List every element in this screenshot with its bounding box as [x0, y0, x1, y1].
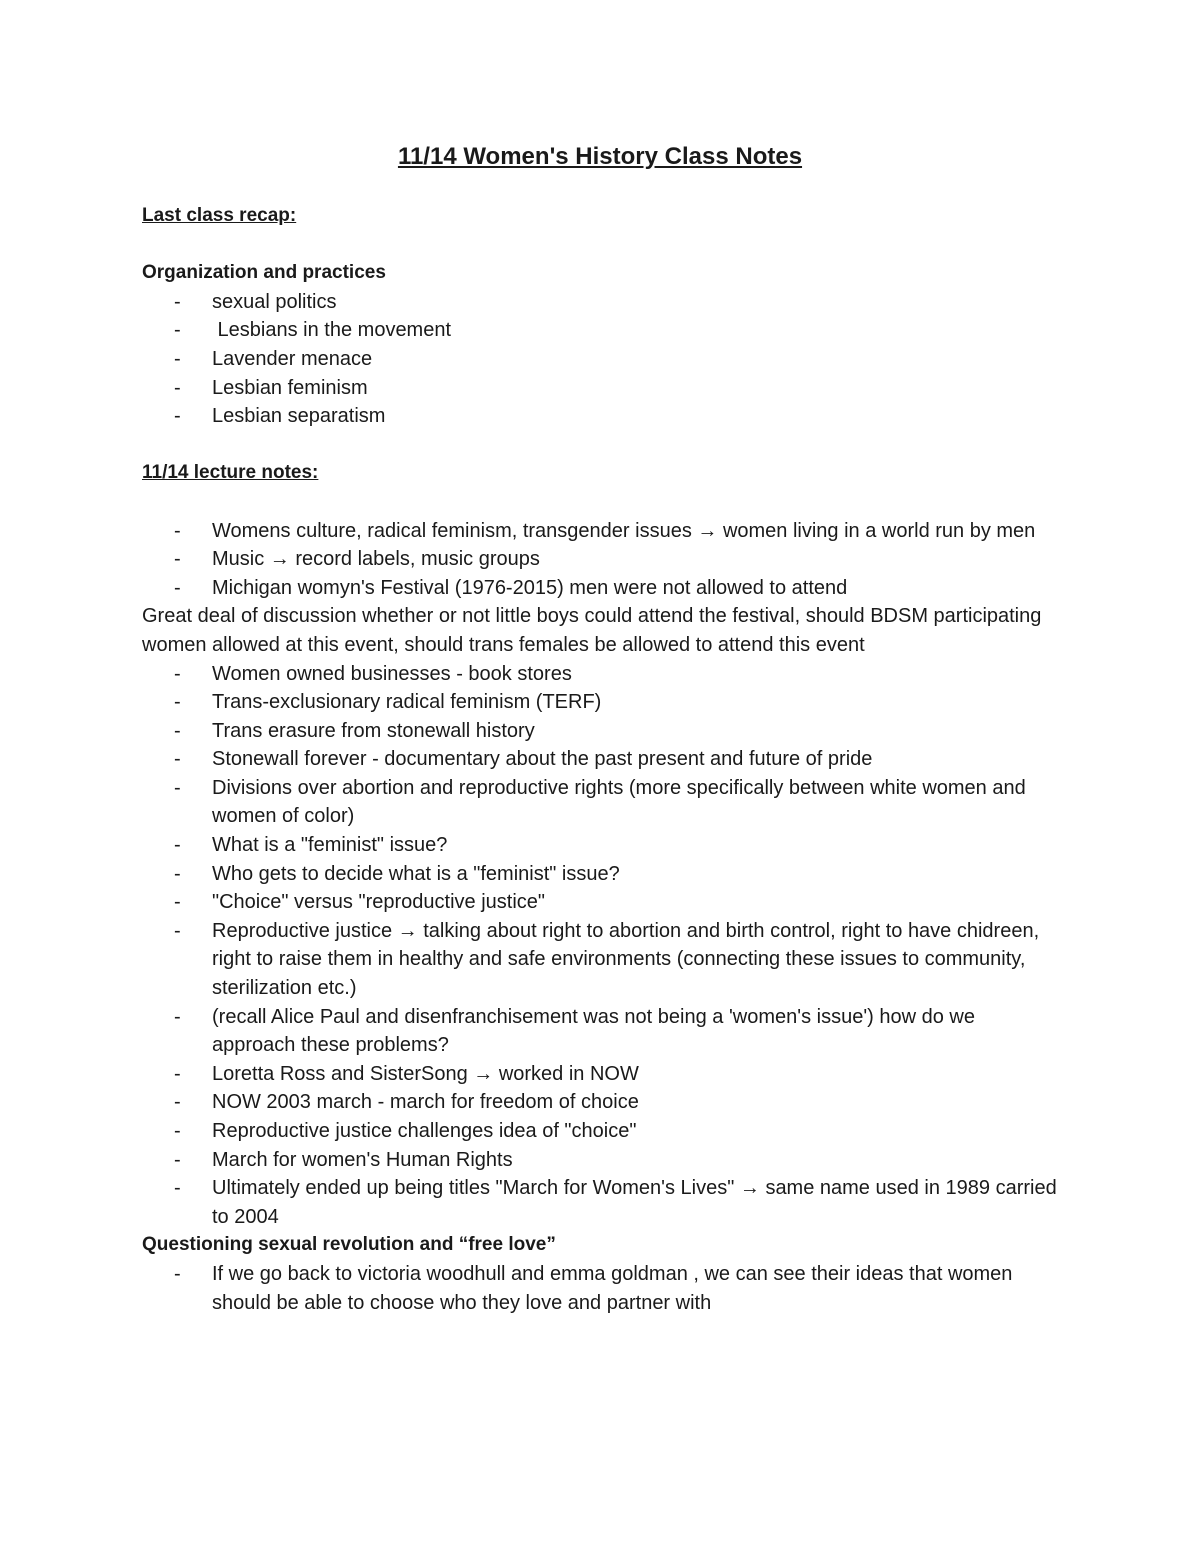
dash-bullet: -: [174, 576, 181, 599]
dash-bullet: -: [174, 519, 181, 542]
document-body: [142, 202, 1062, 1317]
page-title: 11/14 Women's History Class Notes: [397, 143, 803, 170]
list-item-text: sexual politics: [212, 290, 337, 313]
list-item: [142, 316, 1062, 345]
dash-bullet: -: [174, 776, 181, 799]
lecture-heading: 11/14 lecture notes:: [142, 462, 319, 484]
dash-bullet: -: [174, 376, 181, 399]
list-item: [142, 402, 1062, 431]
list-item-text: Divisions over abortion and reproductive rights (more specifically between white women and women of color): [212, 776, 1026, 828]
list-item: [142, 374, 1062, 403]
lecture-list-a: [142, 517, 1062, 603]
dash-bullet: -: [174, 662, 181, 685]
list-item-text: What is a "feminist" issue?: [212, 834, 448, 857]
dash-bullet: -: [174, 347, 181, 370]
list-item: [142, 574, 1062, 603]
org-list: [142, 288, 1062, 431]
list-item: [142, 831, 1062, 860]
list-item-text: Lavender menace: [212, 347, 373, 370]
dash-bullet: -: [174, 834, 181, 857]
list-item: [142, 1174, 1062, 1231]
sexrev-list: [142, 1260, 1062, 1317]
list-item: [142, 1117, 1062, 1146]
recap-heading: Last class recap:: [142, 205, 297, 226]
dash-bullet: -: [174, 862, 181, 885]
dash-bullet: -: [174, 1062, 181, 1085]
list-item: [142, 888, 1062, 917]
list-item-text: Womens culture, radical feminism, transgender issues → women living in a world run by men: [212, 519, 1036, 542]
blank-line: [142, 431, 1062, 460]
list-item-text: If we go back to victoria woodhull and emma goldman , we can see their ideas that women should be able to choose who they love and partner with: [212, 1262, 1013, 1314]
dash-bullet: -: [174, 1120, 181, 1142]
list-item-text: Ultimately ended up being titles "March for Women's Lives" → same name used in 1989 carried to 2004: [212, 1177, 1057, 1228]
list-item: [142, 1088, 1062, 1117]
festival-paragraph: Great deal of discussion whether or not little boys could attend the festival, should BDSM participating women allowed at this event, should trans females be allowed to attend this event: [142, 605, 1042, 656]
list-item: [142, 745, 1062, 774]
dash-bullet: -: [174, 919, 181, 942]
blank-line: [142, 488, 1062, 517]
list-item-text: "Choice" versus "reproductive justice": [212, 891, 545, 914]
list-item-text: March for women's Human Rights: [212, 1148, 513, 1171]
dash-bullet: -: [174, 891, 181, 914]
list-item-text: Michigan womyn's Festival (1976-2015) men were not allowed to attend: [212, 576, 848, 599]
list-item-text: Music → record labels, music groups: [212, 548, 540, 571]
list-item: [142, 288, 1062, 317]
list-item-text: (recall Alice Paul and disenfranchisement was not being a 'women's issue') how do we approach these problems?: [212, 1005, 975, 1057]
list-item: [142, 660, 1062, 689]
dash-bullet: -: [174, 290, 181, 313]
sexrev-heading: Questioning sexual revolution and “free love”: [142, 1234, 556, 1256]
list-item-text: Reproductive justice → talking about right to abortion and birth control, right to have chidreen, right to raise them in healthy and safe environments (connecting these issues to community, sterilization etc.): [212, 919, 1040, 1000]
list-item-text: Loretta Ross and SisterSong → worked in NOW: [212, 1062, 639, 1085]
dash-bullet: -: [174, 1005, 181, 1028]
list-item-text: Lesbians in the movement: [212, 319, 452, 342]
list-item: [142, 1146, 1062, 1175]
list-item: [142, 345, 1062, 374]
list-item-text: NOW 2003 march - march for freedom of choice: [212, 1091, 639, 1114]
list-item: [142, 717, 1062, 746]
list-item-text: Trans erasure from stonewall history: [212, 719, 535, 742]
list-item-text: Who gets to decide what is a "feminist" issue?: [212, 862, 620, 885]
list-item-text: Lesbian separatism: [212, 405, 386, 428]
list-item: [142, 917, 1062, 1003]
dash-bullet: -: [174, 1091, 181, 1114]
dash-bullet: -: [174, 1148, 181, 1171]
list-item: [142, 774, 1062, 831]
dash-bullet: -: [174, 691, 181, 714]
list-item-text: Trans-exclusionary radical feminism (TERF): [212, 691, 602, 714]
list-item: [142, 545, 1062, 574]
blank-line: [142, 231, 1062, 260]
list-item: [142, 1060, 1062, 1089]
org-heading: Organization and practices: [142, 262, 386, 284]
list-item-text: Reproductive justice challenges idea of "choice": [212, 1120, 637, 1142]
dash-bullet: -: [174, 719, 181, 742]
list-item: [142, 688, 1062, 717]
list-item: [142, 1260, 1062, 1317]
dash-bullet: -: [174, 319, 181, 342]
list-item-text: Stonewall forever - documentary about the past present and future of pride: [212, 748, 873, 771]
list-item: [142, 517, 1062, 546]
list-item-text: Lesbian feminism: [212, 376, 368, 399]
dash-bullet: -: [174, 1177, 181, 1200]
dash-bullet: -: [174, 748, 181, 771]
list-item-text: Women owned businesses - book stores: [212, 662, 572, 685]
list-item: [142, 1003, 1062, 1060]
lecture-list-b: [142, 660, 1062, 1232]
dash-bullet: -: [174, 405, 181, 428]
list-item: [142, 860, 1062, 889]
dash-bullet: -: [174, 1262, 181, 1285]
dash-bullet: -: [174, 548, 181, 571]
